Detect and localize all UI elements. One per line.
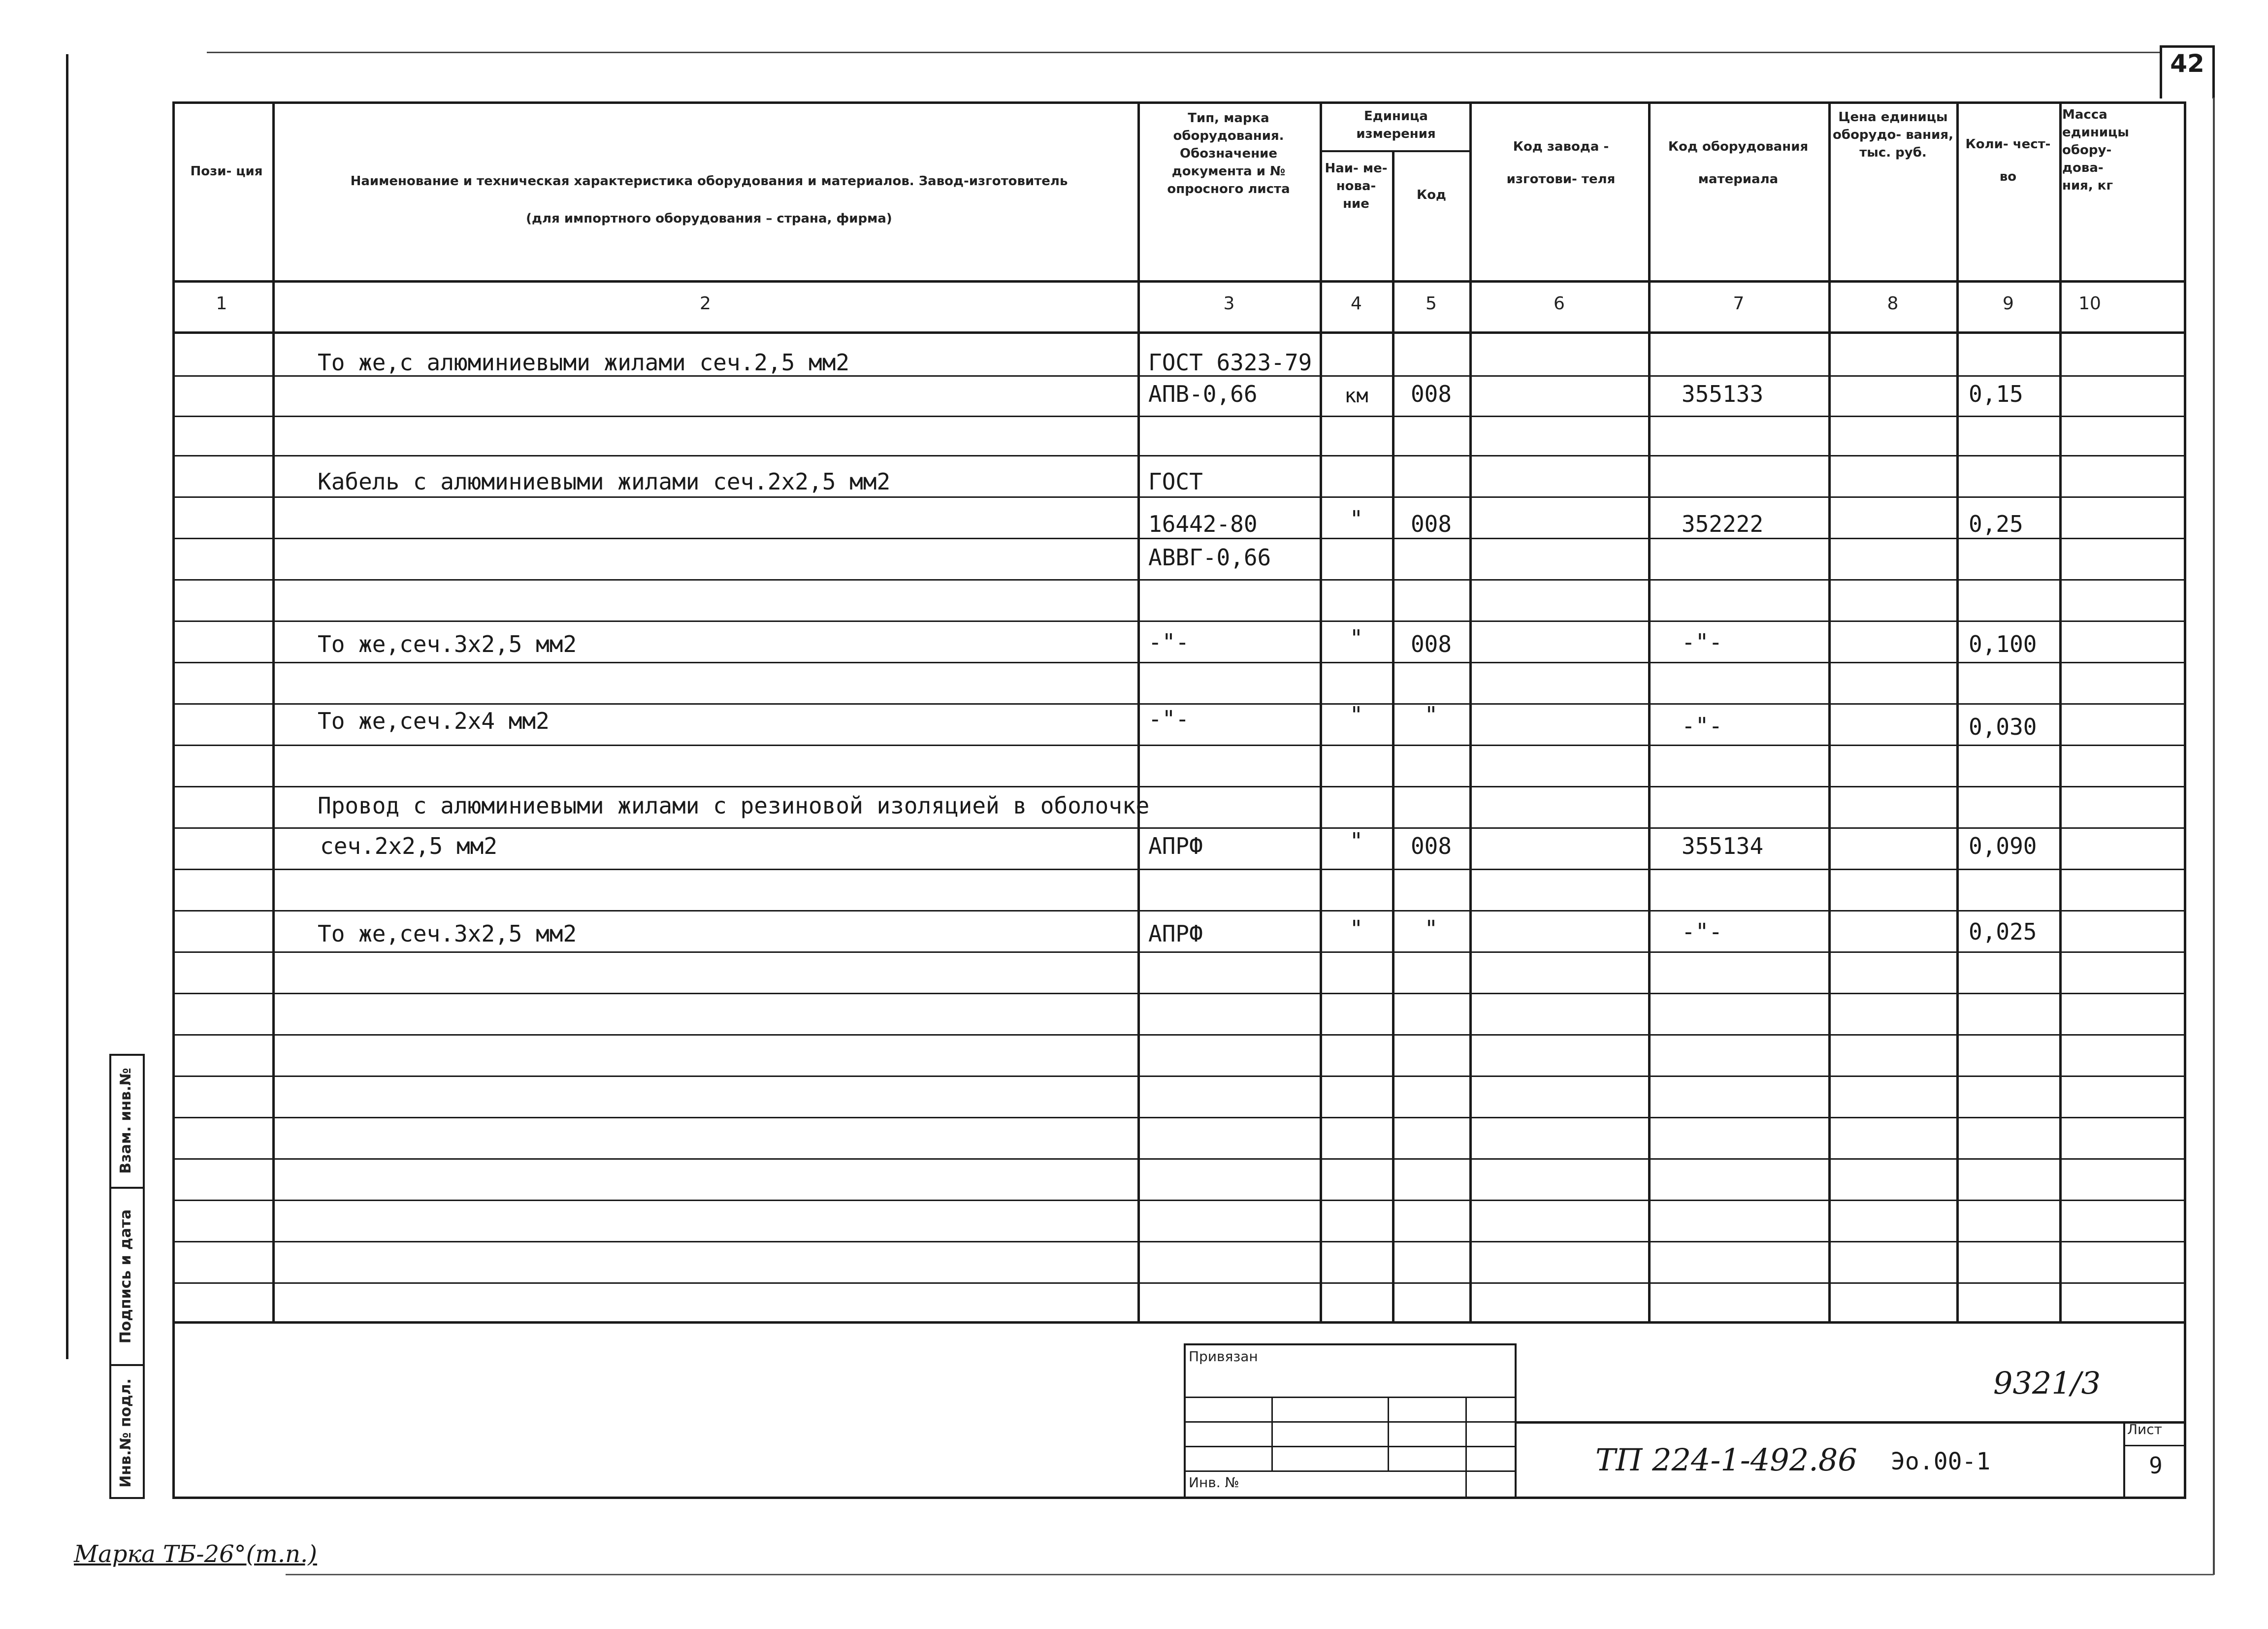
sheet-number: 9 bbox=[2149, 1452, 2163, 1479]
row-unit: " bbox=[1349, 828, 1363, 854]
col-num-5: 5 bbox=[1426, 293, 1437, 314]
col-num-8: 8 bbox=[1887, 293, 1899, 314]
row-unit: " bbox=[1349, 506, 1363, 532]
header-name: Наименование и техническая характеристика оборудования и материалов. Завод-изготовитель (для импортного оборудования – страна, фирма) bbox=[350, 174, 1068, 226]
doc-number: 9321/3 bbox=[1993, 1365, 2101, 1401]
header-material-code: Код оборудования материала bbox=[1668, 139, 1809, 187]
row-quantity: 0,090 bbox=[1969, 833, 2037, 859]
row-material-code: -"- bbox=[1682, 918, 1723, 945]
row-quantity: 0,15 bbox=[1969, 381, 2023, 407]
row-code: " bbox=[1424, 915, 1438, 942]
frame-right-line bbox=[2213, 98, 2215, 1575]
row-quantity: 0,030 bbox=[1969, 714, 2037, 740]
row-quantity: 0,025 bbox=[1969, 918, 2037, 945]
col-num-4: 4 bbox=[1351, 293, 1362, 314]
header-mass: Масса единицы обору- дова- ния, кг bbox=[2062, 107, 2129, 193]
col-num-9: 9 bbox=[2003, 293, 2014, 314]
doc-code: Эо.00-1 bbox=[1891, 1448, 1991, 1475]
row-name: То же,с алюминиевыми жилами сеч.2,5 мм2 bbox=[318, 349, 850, 376]
col-num-2: 2 bbox=[700, 293, 711, 314]
footer-mark: Марка ТБ-26°(т.п.) bbox=[74, 1540, 318, 1568]
col-num-6: 6 bbox=[1554, 293, 1565, 314]
row-type: -"- bbox=[1148, 706, 1190, 732]
row-code: 008 bbox=[1410, 381, 1452, 407]
side-inv-orig: Инв.№ подл. bbox=[117, 1378, 134, 1488]
row-name: Провод с алюминиевыми жилами с резиновой изоляцией в оболочке bbox=[318, 792, 1150, 819]
left-binding-line bbox=[66, 54, 68, 1359]
row-material-code: -"- bbox=[1682, 629, 1723, 655]
row-type: 16442-80 bbox=[1148, 511, 1258, 537]
inv-label: Инв. № bbox=[1189, 1474, 1239, 1491]
col-num-7: 7 bbox=[1733, 293, 1745, 314]
row-name: То же,сеч.2х4 мм2 bbox=[318, 708, 550, 734]
header-unit-code: Код bbox=[1416, 188, 1447, 202]
row-name: сеч.2х2,5 мм2 bbox=[320, 833, 498, 859]
row-type: -"- bbox=[1148, 629, 1190, 655]
frame-top-line bbox=[207, 52, 2160, 53]
frame-bottom-line bbox=[286, 1574, 2214, 1575]
row-material-code: -"- bbox=[1682, 713, 1723, 739]
row-name: То же,сеч.3х2,5 мм2 bbox=[318, 631, 577, 657]
header-unit-price: Цена единицы оборудо- вания, тыс. руб. bbox=[1833, 110, 1953, 160]
row-unit: " bbox=[1349, 915, 1363, 942]
row-code: " bbox=[1424, 702, 1438, 728]
header-quantity: Коли- чест- во bbox=[1965, 137, 2051, 184]
row-unit: " bbox=[1349, 702, 1363, 728]
row-type: АПРФ bbox=[1148, 920, 1203, 947]
col-num-10: 10 bbox=[2078, 293, 2101, 314]
sheet-label: Лист bbox=[2127, 1421, 2162, 1437]
row-code: 008 bbox=[1410, 511, 1452, 537]
row-type: АВВГ-0,66 bbox=[1148, 544, 1271, 571]
header-factory-code: Код завода - изготови- теля bbox=[1506, 139, 1616, 187]
side-sign-date: Подпись и дата bbox=[117, 1209, 134, 1344]
row-type: АПРФ bbox=[1148, 833, 1203, 859]
row-material-code: 352222 bbox=[1682, 511, 1764, 537]
page-number: 42 bbox=[2170, 49, 2204, 78]
side-replace-inv: Взам. инв.№ bbox=[117, 1068, 134, 1174]
row-unit: км bbox=[1344, 385, 1368, 407]
project-code: ТП 224-1-492.86 bbox=[1595, 1442, 1857, 1478]
row-type: АПВ-0,66 bbox=[1148, 381, 1258, 407]
header-unit: Единица измерения bbox=[1356, 109, 1436, 141]
row-type: ГОСТ 6323-79 bbox=[1148, 349, 1312, 376]
col-num-3: 3 bbox=[1223, 293, 1235, 314]
row-name: То же,сеч.3х2,5 мм2 bbox=[318, 920, 577, 947]
bound-label: Привязан bbox=[1189, 1348, 1258, 1365]
row-code: 008 bbox=[1410, 631, 1452, 657]
row-type: ГОСТ bbox=[1148, 468, 1203, 495]
row-quantity: 0,25 bbox=[1969, 511, 2023, 537]
row-quantity: 0,100 bbox=[1969, 631, 2037, 657]
header-position: Пози- ция bbox=[190, 164, 263, 179]
row-name: Кабель с алюминиевыми жилами сеч.2х2,5 мм2 bbox=[318, 468, 891, 495]
header-type: Тип, марка оборудования. Обозначение документа и № опросного листа bbox=[1167, 111, 1290, 196]
row-material-code: 355133 bbox=[1682, 381, 1764, 407]
row-unit: " bbox=[1349, 625, 1363, 652]
row-material-code: 355134 bbox=[1682, 833, 1764, 859]
col-num-1: 1 bbox=[216, 293, 227, 314]
header-unit-name: Наи- ме- нова- ние bbox=[1325, 161, 1388, 211]
row-code: 008 bbox=[1410, 833, 1452, 859]
